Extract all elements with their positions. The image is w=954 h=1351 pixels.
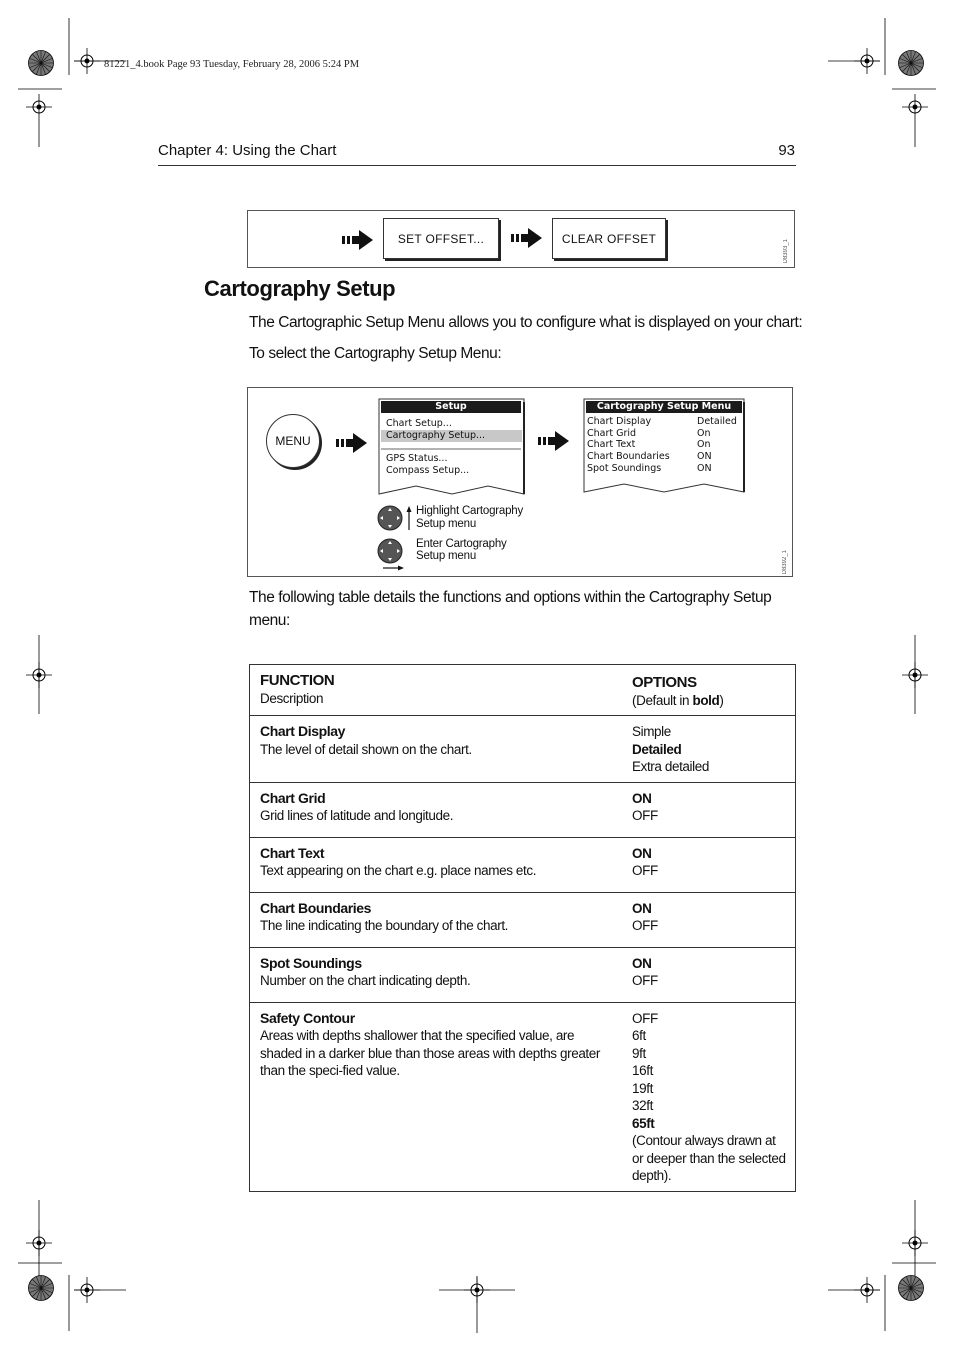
function-description: Grid lines of latitude and longitude. <box>260 808 454 823</box>
default-note <box>632 692 787 710</box>
running-header-chapter: Chapter 4: Using the Chart <box>158 142 337 159</box>
function-description: The line indicating the boundary of the chart. <box>260 918 509 933</box>
instruction-highlight-line1: Highlight Cartography <box>416 505 524 517</box>
function-name: Safety Contour <box>260 1009 355 1026</box>
setup-menu-item: Compass Setup... <box>386 465 470 476</box>
figure-id: D8393_1 <box>783 239 789 264</box>
default-note-suffix: ) <box>719 692 724 708</box>
setup-menu-frame <box>378 398 526 498</box>
offset-softkey-figure <box>247 210 795 268</box>
function-description: The level of detail shown on the chart. <box>260 741 472 757</box>
carto-menu-value: ON <box>697 463 712 474</box>
option-value: 65ft <box>632 1115 655 1131</box>
option-value: ON <box>632 845 652 861</box>
option-value: OFF <box>632 918 658 933</box>
figure-id: D8392_1 <box>782 550 788 575</box>
setup-menu-item: Chart Setup... <box>386 418 452 429</box>
option-value: 19ft <box>632 1080 653 1096</box>
print-info: 81221_4.book Page 93 Tuesday, February 28, 2006 5:24 PM <box>104 59 360 70</box>
clear-offset-softkey: CLEAR OFFSET <box>552 218 666 259</box>
option-value: (Contour always drawn at or deeper than the selected depth). <box>632 1133 786 1183</box>
option-value: 32ft <box>632 1098 653 1113</box>
table-intro-paragraph: The following table details the functions and options within the Cartography Setup menu: <box>249 589 772 629</box>
table-header-row <box>250 665 796 716</box>
option-value: 16ft <box>632 1063 653 1078</box>
instruction-enter-line2: Setup menu <box>416 550 477 562</box>
function-name: Chart Text <box>260 844 325 861</box>
setup-menu-item-highlighted: Cartography Setup... <box>381 430 522 442</box>
table-row <box>250 837 796 892</box>
option-value: OFF <box>632 973 658 988</box>
arrow-icon <box>336 432 368 454</box>
option-value: Simple <box>632 724 671 739</box>
function-name: Chart Grid <box>260 789 326 806</box>
set-offset-softkey: SET OFFSET... <box>383 218 499 259</box>
instruction-enter-line1: Enter Cartography <box>416 538 507 550</box>
option-value: OFF <box>632 1010 658 1026</box>
header-rule <box>158 165 796 166</box>
function-description: Areas with depths shallower that the specified value, are shaded in a darker blue than those areas with depths greater than the speci-fied value. <box>260 1028 600 1078</box>
arrow-icon <box>342 229 374 251</box>
arrow-icon <box>538 430 570 452</box>
carto-menu-label: Spot Soundings <box>587 463 662 474</box>
function-header: FUNCTION <box>260 672 335 689</box>
option-value: ON <box>632 790 652 806</box>
trackpad-right-icon <box>377 537 415 573</box>
table-row <box>250 1002 796 1191</box>
table-row <box>250 947 796 1002</box>
function-description: Number on the chart indicating depth. <box>260 973 471 988</box>
option-value: Detailed <box>632 741 682 757</box>
intro-paragraph: The Cartographic Setup Menu allows you to configure what is displayed on your chart: <box>249 314 803 331</box>
section-title: Cartography Setup <box>204 276 396 301</box>
menu-key-label: MENU <box>275 434 311 448</box>
menu-key <box>266 414 320 468</box>
carto-menu-label: Chart Grid <box>587 428 637 439</box>
option-value: OFF <box>632 863 658 878</box>
cartography-menu-title: Cartography Setup Menu <box>586 401 742 413</box>
option-value: 6ft <box>632 1028 646 1043</box>
options-header: OPTIONS <box>632 674 697 691</box>
trackpad-up-icon <box>377 504 415 532</box>
setup-menu-item: GPS Status... <box>386 453 448 464</box>
option-value: OFF <box>632 808 658 823</box>
cartography-menu-figure <box>247 387 793 577</box>
carto-menu-value: Detailed <box>697 416 737 427</box>
function-name: Chart Boundaries <box>260 899 372 916</box>
carto-menu-value: On <box>697 439 711 450</box>
option-value: Extra detailed <box>632 759 709 774</box>
description-header: Description <box>260 690 324 706</box>
default-note-prefix: (Default in <box>632 692 693 708</box>
setup-menu-title: Setup <box>381 401 521 413</box>
cartography-setup-table <box>249 664 796 1192</box>
default-note-bold: bold <box>692 692 720 708</box>
select-instruction: To select the Cartography Setup Menu: <box>249 345 502 362</box>
option-value: ON <box>632 955 652 971</box>
table-row <box>250 892 796 947</box>
carto-menu-label: Chart Boundaries <box>587 451 670 462</box>
carto-menu-value: On <box>697 428 711 439</box>
carto-menu-label: Chart Display <box>587 416 652 427</box>
table-row <box>250 716 796 783</box>
carto-menu-value: ON <box>697 451 712 462</box>
page-number: 93 <box>778 142 795 159</box>
option-value: 9ft <box>632 1045 646 1061</box>
function-description: Text appearing on the chart e.g. place names etc. <box>260 863 537 878</box>
option-value: ON <box>632 900 652 916</box>
table-row <box>250 782 796 837</box>
instruction-highlight-line2: Setup menu <box>416 518 477 530</box>
carto-menu-label: Chart Text <box>587 439 636 450</box>
function-name: Spot Soundings <box>260 954 362 971</box>
arrow-icon <box>511 227 543 249</box>
function-name: Chart Display <box>260 723 346 739</box>
